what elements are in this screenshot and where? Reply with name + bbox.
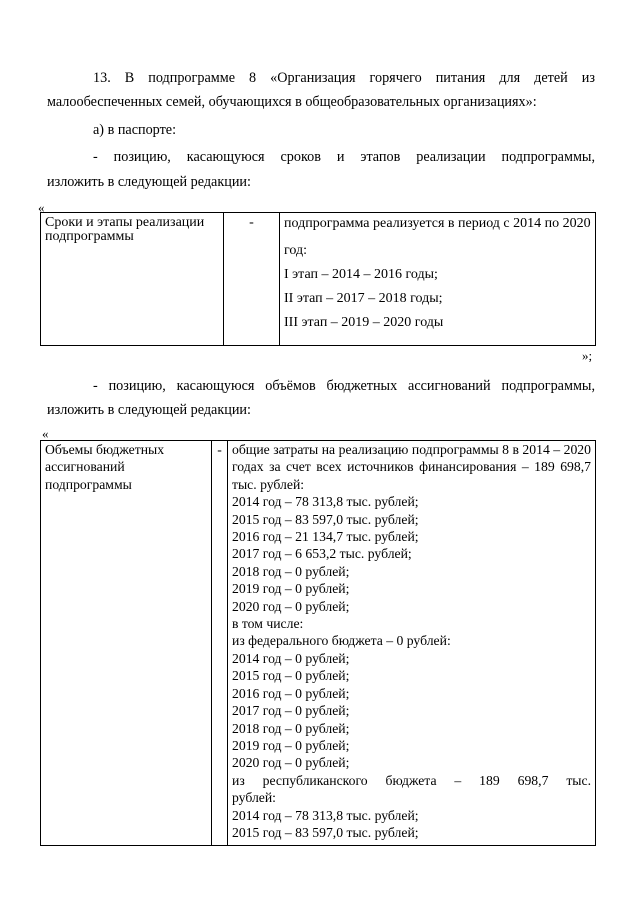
budget-line: 2016 год – 0 рублей;	[232, 685, 350, 701]
budget-table	[40, 440, 596, 846]
budget-line: в том числе:	[232, 616, 304, 632]
budget-label: Объемы бюджетных ассигнований подпрограммы	[41, 441, 212, 846]
terms-line: II этап – 2017 – 2018 годы;	[284, 291, 443, 306]
terms-line: III этап – 2019 – 2020 годы	[284, 315, 444, 330]
table1-open-quote: «	[38, 200, 45, 215]
budget-intro: общие затраты на реализацию подпрограммы 8 в 2014 – 2020 годах за счет всех источников финансирования – 189 698,7 тыс. рублей:	[232, 442, 591, 492]
budget-line: 2014 год – 78 313,8 тыс. рублей;	[232, 807, 419, 823]
position-budget-line2: изложить в следующей редакции:	[47, 402, 251, 418]
budget-dash: -	[212, 441, 228, 846]
budget-line: 2017 год – 6 653,2 тыс. рублей;	[232, 546, 412, 562]
budget-line: 2019 год – 0 рублей;	[232, 581, 350, 597]
terms-line: I этап – 2014 – 2016 годы;	[284, 267, 438, 282]
budget-line: 2015 год – 0 рублей;	[232, 668, 350, 684]
budget-line: из федерального бюджета – 0 рублей:	[232, 633, 451, 649]
budget-line: 2015 год – 83 597,0 тыс. рублей;	[232, 824, 419, 840]
budget-line: 2016 год – 21 134,7 тыс. рублей;	[232, 529, 419, 545]
terms-dash: -	[224, 213, 280, 346]
budget-line: 2018 год – 0 рублей;	[232, 720, 350, 736]
budget-republic: из республиканского бюджета – 189 698,7 тыс. рублей:	[232, 772, 591, 806]
terms-line: подпрограмма реализуется в период с 2014 по 2020 год:	[284, 216, 591, 258]
table2-open-quote: «	[42, 426, 49, 441]
budget-line: 2015 год – 83 597,0 тыс. рублей;	[232, 511, 419, 527]
budget-line: 2020 год – 0 рублей;	[232, 598, 350, 614]
budget-line: 2014 год – 0 рублей;	[232, 650, 350, 666]
passport-clause: а) в паспорте:	[93, 122, 177, 138]
position-terms-line2: изложить в следующей редакции:	[47, 174, 251, 190]
budget-content	[228, 441, 596, 846]
table1-close-quote: »;	[582, 348, 593, 363]
position-budget-line1: - позицию, касающуюся объёмов бюджетных ассигнований подпрограммы,	[93, 378, 595, 394]
position-terms-line1: - позицию, касающуюся сроков и этапов реализации подпрограммы,	[93, 149, 595, 165]
budget-line: 2020 год – 0 рублей;	[232, 755, 350, 771]
terms-content	[280, 213, 596, 346]
intro-paragraph-line1: 13. В подпрограмме 8 «Организация горячего питания для детей из	[93, 70, 595, 86]
budget-line: 2017 год – 0 рублей;	[232, 703, 350, 719]
budget-line: 2014 год – 78 313,8 тыс. рублей;	[232, 494, 419, 510]
terms-label: Сроки и этапы реализации подпрограммы	[41, 213, 224, 346]
terms-table	[40, 212, 596, 346]
budget-line: 2018 год – 0 рублей;	[232, 563, 350, 579]
budget-line: 2019 год – 0 рублей;	[232, 737, 350, 753]
intro-paragraph-line2: малообеспеченных семей, обучающихся в общеобразовательных организациях»:	[47, 94, 537, 110]
